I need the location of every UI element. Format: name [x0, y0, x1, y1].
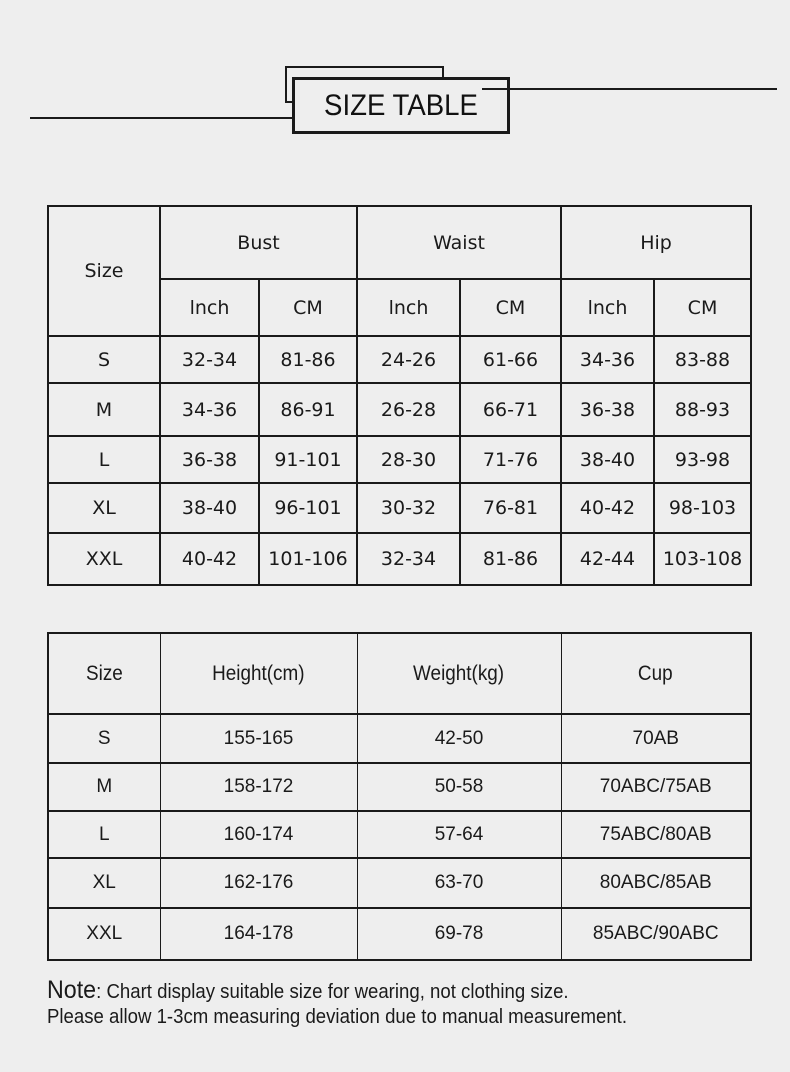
size-cell: M	[48, 383, 160, 436]
table-row	[48, 811, 751, 858]
waist-inch-cell: 26-28	[357, 383, 460, 436]
cup-cell: 70AB	[561, 714, 751, 763]
unit-header-bust-inch: lnch	[160, 279, 259, 336]
size-cell: XL	[48, 858, 160, 908]
weight-cell: 69-78	[357, 908, 561, 960]
size-cell: XXL	[48, 908, 160, 960]
unit-header-hip-inch: lnch	[561, 279, 654, 336]
hip-inch-cell: 36-38	[561, 383, 654, 436]
waist-cm-cell: 71-76	[460, 436, 561, 483]
size-cell: L	[48, 811, 160, 858]
waist-inch-cell: 30-32	[357, 483, 460, 533]
column-header-waist: Waist	[357, 206, 561, 279]
column-header-size	[48, 633, 160, 714]
size-note	[47, 978, 627, 1030]
weight-cell: 50-58	[357, 763, 561, 811]
note-text-1: : Chart display suitable size for wearing, not clothing size.	[96, 981, 569, 1003]
height-cell: 160-174	[160, 811, 357, 858]
column-header-size-label: Size	[85, 661, 123, 685]
column-header-hip: Hip	[561, 206, 751, 279]
table-row	[48, 336, 751, 383]
page-title: SIZE TABLE	[324, 88, 478, 122]
note-label: Note	[47, 976, 97, 1004]
waist-inch-cell: 32-34	[357, 533, 460, 585]
column-header-height-label: Height(cm)	[212, 661, 305, 685]
hip-cm-cell: 88-93	[654, 383, 751, 436]
note-line-2: Please allow 1-3cm measuring deviation due to manual measurement.	[47, 1006, 628, 1028]
table-row	[48, 908, 751, 960]
table-row	[48, 858, 751, 908]
bust-cm-cell: 81-86	[259, 336, 357, 383]
header-row-groups	[48, 206, 751, 279]
height-cell: 155-165	[160, 714, 357, 763]
cup-cell: 75ABC/80AB	[561, 811, 751, 858]
waist-cm-cell: 66-71	[460, 383, 561, 436]
weight-cell: 63-70	[357, 858, 561, 908]
height-cell: 162-176	[160, 858, 357, 908]
size-cell: L	[48, 436, 160, 483]
title-decor-line-right	[482, 88, 777, 90]
bust-inch-cell: 38-40	[160, 483, 259, 533]
weight-cell: 57-64	[357, 811, 561, 858]
cup-cell: 80ABC/85AB	[561, 858, 751, 908]
table-row	[48, 763, 751, 811]
note-line-1	[47, 978, 627, 1005]
hip-cm-cell: 93-98	[654, 436, 751, 483]
bust-inch-cell: 36-38	[160, 436, 259, 483]
column-header-cup-label: Cup	[638, 661, 674, 685]
size-cell: S	[48, 714, 160, 763]
unit-header-waist-inch: lnch	[357, 279, 460, 336]
size-cell: XL	[48, 483, 160, 533]
unit-header-bust-cm: CM	[259, 279, 357, 336]
cup-cell: 85ABC/90ABC	[561, 908, 751, 960]
title-decor-line-left	[30, 117, 324, 119]
waist-inch-cell: 24-26	[357, 336, 460, 383]
column-header-weight	[357, 633, 561, 714]
table-row	[48, 383, 751, 436]
column-header-weight-label: Weight(kg)	[413, 661, 505, 685]
bust-cm-cell: 91-101	[259, 436, 357, 483]
hip-cm-cell: 83-88	[654, 336, 751, 383]
table-row	[48, 714, 751, 763]
fit-table	[47, 632, 752, 961]
bust-cm-cell: 96-101	[259, 483, 357, 533]
table-row	[48, 436, 751, 483]
size-cell: M	[48, 763, 160, 811]
hip-inch-cell: 38-40	[561, 436, 654, 483]
hip-cm-cell: 98-103	[654, 483, 751, 533]
unit-header-waist-cm: CM	[460, 279, 561, 336]
bust-inch-cell: 34-36	[160, 383, 259, 436]
hip-inch-cell: 34-36	[561, 336, 654, 383]
waist-inch-cell: 28-30	[357, 436, 460, 483]
hip-cm-cell: 103-108	[654, 533, 751, 585]
size-cell: S	[48, 336, 160, 383]
column-header-cup	[561, 633, 751, 714]
column-header-size: Size	[48, 206, 160, 336]
header-row	[48, 633, 751, 714]
bust-inch-cell: 40-42	[160, 533, 259, 585]
height-cell: 164-178	[160, 908, 357, 960]
cup-cell: 70ABC/75AB	[561, 763, 751, 811]
bust-cm-cell: 86-91	[259, 383, 357, 436]
weight-cell: 42-50	[357, 714, 561, 763]
bust-cm-cell: 101-106	[259, 533, 357, 585]
hip-inch-cell: 42-44	[561, 533, 654, 585]
measurement-table	[47, 205, 752, 586]
size-cell: XXL	[48, 533, 160, 585]
table-row	[48, 533, 751, 585]
bust-inch-cell: 32-34	[160, 336, 259, 383]
waist-cm-cell: 81-86	[460, 533, 561, 585]
height-cell: 158-172	[160, 763, 357, 811]
waist-cm-cell: 61-66	[460, 336, 561, 383]
table-row	[48, 483, 751, 533]
column-header-bust: Bust	[160, 206, 357, 279]
hip-inch-cell: 40-42	[561, 483, 654, 533]
waist-cm-cell: 76-81	[460, 483, 561, 533]
unit-header-hip-cm: CM	[654, 279, 751, 336]
column-header-height	[160, 633, 357, 714]
